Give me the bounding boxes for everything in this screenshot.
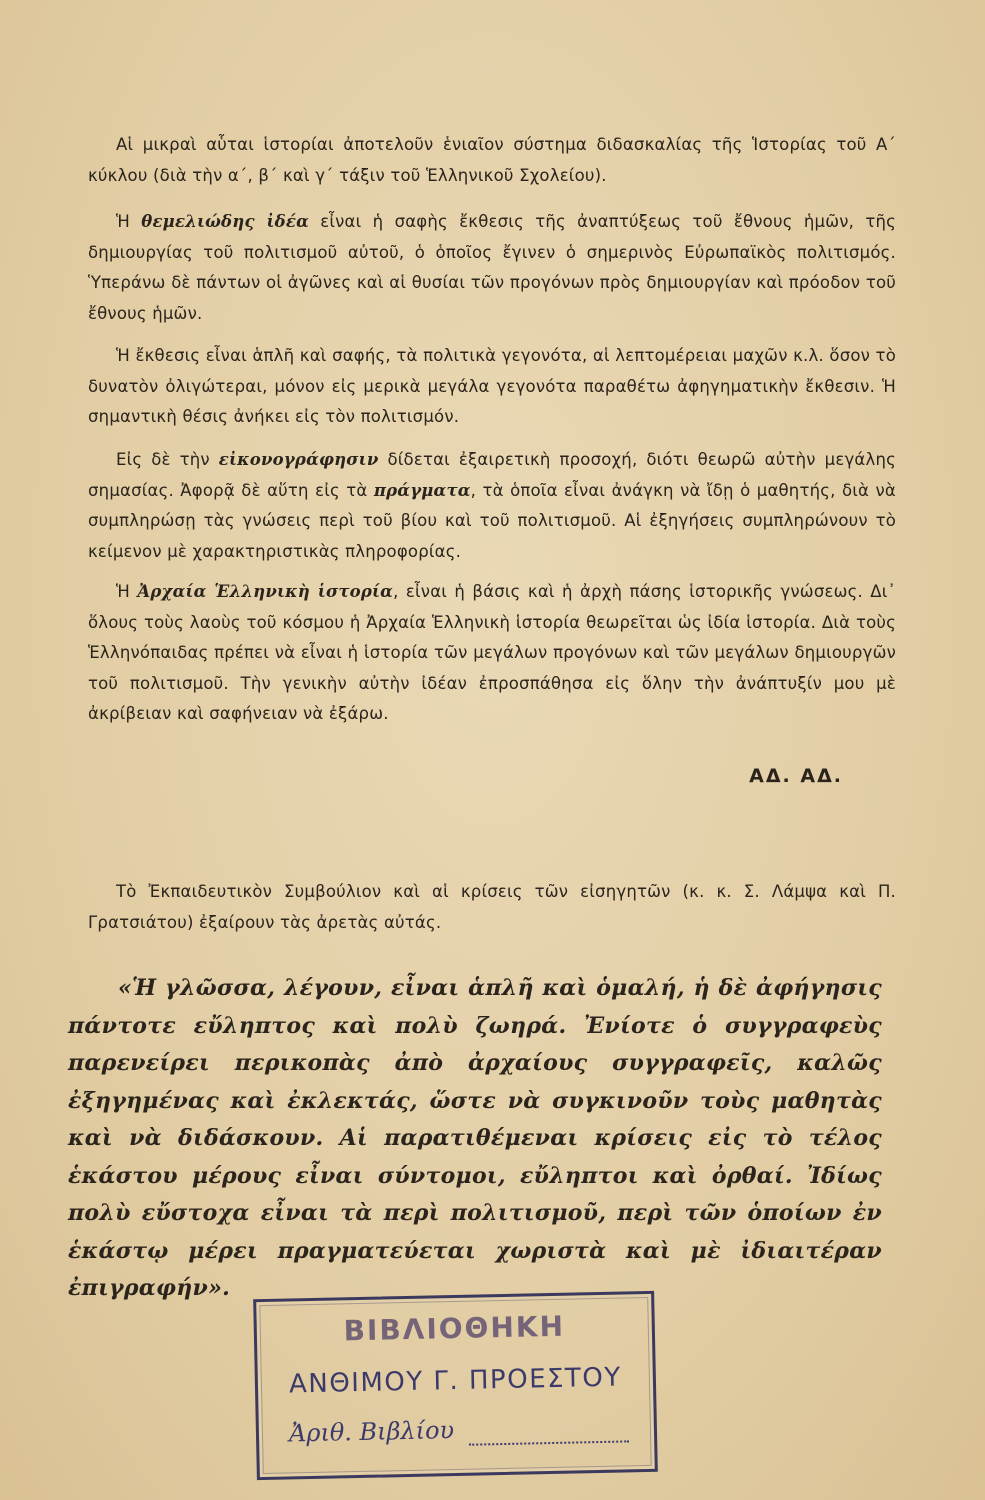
paragraph-text: Ἡ ἔκθεσις εἶναι ἁπλῆ καὶ σαφής, τὰ πολιτικὰ γεγονότα, αἱ λεπτομέρειαι μαχῶν κ.λ. ὅσον τὸ δυνατὸν ὀλιγώτεραι, μόνον εἰς μερικὰ μεγάλα γεγονότα παραθέτω ἀφηγηματικὴν ἔκθεσιν. Ἡ σημαντικὴ θέσις ἀνήκει εἰς τὸν πολιτισμόν.	[88, 346, 896, 426]
preface-paragraph-2	[88, 207, 896, 329]
text-run: Εἰς δὲ τὴν	[116, 450, 219, 469]
stamp-owner: ΑΝΘΙΜΟΥ Γ. ΠΡΟΕΣΤΟΥ	[288, 1362, 623, 1400]
author-signature: ΑΔ. ΑΔ.	[749, 765, 843, 787]
stamp-number-label: Ἀριθ. Βιβλίου	[288, 1416, 455, 1448]
preface-paragraph-4	[88, 445, 896, 567]
text-run: Ἡ	[116, 212, 142, 231]
emphasis-text: θεμελιώδης ἰδέα	[141, 212, 309, 231]
preface-paragraph-3	[88, 341, 896, 433]
emphasis-text: Ἀρχαία Ἑλληνικὴ ἱστορία	[137, 582, 394, 601]
library-stamp	[253, 1291, 658, 1480]
emphasis-text: πράγματα	[373, 480, 471, 500]
preface-paragraph-5	[88, 577, 896, 730]
text-run: , τὰ ὁποῖα εἶναι ἀνάγκη νὰ ἴδῃ ὁ μαθητής, διὰ νὰ συμπληρώσῃ τὰς γνώσεις περὶ τοῦ βίου καὶ τοῦ πολιτισμοῦ. Αἱ ἐξηγήσεις συμπληρώνουν τὸ κείμενον μὲ χαρακτηριστικὰς πληροφορίας.	[88, 480, 896, 561]
text-run: , εἶναι ἡ βάσις καὶ ἡ ἀρχὴ πάσης ἱστορικῆς γνώσεως. Δι᾽ ὅλους τοὺς λαοὺς τοῦ κόσμου ἡ Ἀρχαία Ἑλληνικὴ ἱστορία θεωρεῖται ὡς ἰδία ἱστορία. Διὰ τοὺς Ἑλληνόπαιδας πρέπει νὰ εἶναι ἡ ἱστορία τῶν μεγάλων προγόνων καὶ τῶν μεγάλων δημιουργῶν τοῦ πολιτισμοῦ. Τὴν γενικὴν αὐτὴν ἰδέαν ἐπροσπάθησα εἰς ὅλην τὴν ἀνάπτυξίν μου μὲ ἀκρίβειαν καὶ σαφήνειαν νὰ ἐξάρω.	[88, 582, 897, 723]
quote-text: «Ἡ γλῶσσα, λέγουν, εἶναι ἁπλῆ καὶ ὁμαλή, ἡ δὲ ἀφήγησις πάντοτε εὔληπτος καὶ πολὺ ζωηρά. Ἐνίοτε ὁ συγγραφεὺς παρενείρει περικοπὰς ἀπὸ ἀρχαίους συγγραφεῖς, καλῶς ἐξηγημένας καὶ ἐκλεκτάς, ὥστε νὰ συγκινοῦν τοὺς μαθητὰς καὶ νὰ διδάσκουν. Αἱ παρατιθέμεναι κρίσεις εἰς τὸ τέλος ἑκάστου μέρους εἶναι σύντομοι, εὔληπτοι καὶ ὀρθαί. Ἰδίως πολὺ εὔστοχα εἶναι τὰ περὶ πολιτισμοῦ, περὶ τῶν ὁποίων ἐν ἑκάστῳ μέρει πραγματεύεται χωριστὰ καὶ μὲ ἰδιαιτέραν ἐπιγραφήν».	[68, 975, 882, 1301]
paragraph-text: Αἱ μικραὶ αὗται ἱστορίαι ἀποτελοῦν ἑνιαῖον σύστημα διδασκαλίας τῆς Ἱστορίας τοῦ Α΄ κύκλου (διὰ τὴν α΄, β΄ καὶ γ΄ τάξιν τοῦ Ἑλληνικοῦ Σχολείου).	[88, 135, 896, 185]
text-run: Ἡ	[116, 582, 138, 601]
text-run: εἶναι ἡ σαφὴς ἔκθεσις τῆς ἀναπτύξεως τοῦ ἔθνους ἡμῶν, τῆς δημιουργίας τοῦ πολιτισμοῦ αὐτοῦ, ὁ ὁποῖος ἔγινεν ὁ σημερινὸς Εὐρωπαϊκὸς πολιτισμός. Ὑπεράνω δὲ πάντων οἱ ἀγῶνες καὶ αἱ θυσίαι τῶν προγόνων πρὸς δημιουργίαν καὶ πρόοδον τοῦ ἔθνους ἡμῶν.	[88, 212, 897, 323]
preface-paragraph-1	[88, 130, 896, 191]
stamp-title: ΒΙΒΛΙΟΘΗΚΗ	[343, 1309, 566, 1348]
paragraph-text: Τὸ Ἐκπαιδευτικὸν Συμβούλιον καὶ αἱ κρίσεις τῶν εἰσηγητῶν (κ. κ. Σ. Λάμψα καὶ Π. Γρατσιάτου) ἐξαίρουν τὰς ἀρετὰς αὐτάς.	[88, 882, 896, 932]
emphasis-text: εἰκονογράφησιν	[218, 450, 379, 469]
paragraph-text	[88, 445, 896, 567]
text-run: δίδεται ἐξαιρετικὴ προσοχή, διότι θεωρῶ αὐτὴν μεγάλης σημασίας. Ἀφορᾷ δὲ αὕτη εἰς τὰ	[88, 450, 896, 500]
stamp-number-line	[469, 1440, 629, 1445]
paragraph-text	[88, 577, 896, 730]
paragraph-text	[88, 207, 896, 329]
council-note	[88, 877, 896, 938]
review-quote	[68, 970, 882, 1308]
